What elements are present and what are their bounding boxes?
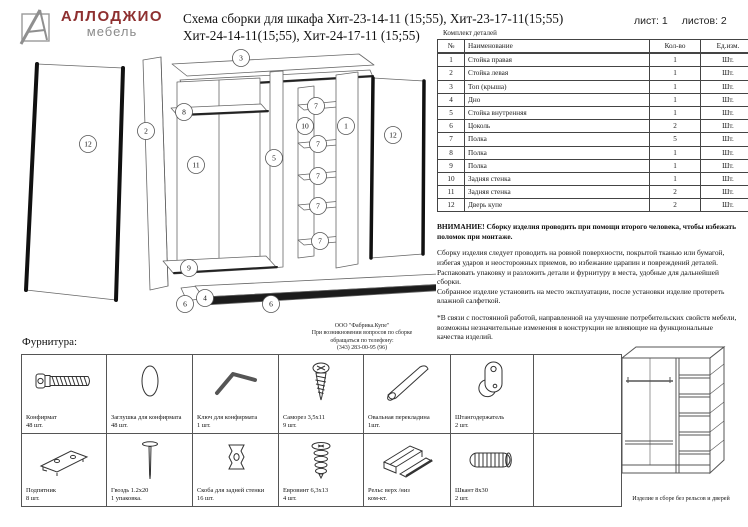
hardware-item-name: Евровинт 6,3х13 — [283, 487, 329, 494]
parts-cell: 1 — [650, 172, 701, 185]
hardware-item-name: Скоба для задней стенки — [197, 487, 265, 494]
hardware-table — [21, 354, 622, 507]
hardware-item-back-panel-bracket — [193, 434, 279, 507]
parts-row — [438, 159, 748, 172]
parts-cell: 10 — [438, 172, 465, 185]
hardware-row — [22, 355, 622, 434]
hardware-item-qty: 48 шт. — [111, 422, 128, 429]
note-line: Сборку изделия следует проводить на ровной поверхности, покрытой тканью или бумагой, избегая ударов и неосторожных приемов, во избежание царапин и повреждений деталей. — [437, 248, 725, 267]
callout-9: 9 — [187, 263, 191, 273]
hardware-item-name: Шкант 8х30 — [455, 487, 488, 494]
parts-cell: 5 — [650, 133, 701, 146]
callout-6: 6 — [183, 299, 187, 309]
warning-note: ВНИМАНИЕ! Сборку изделия проводить при помощи второго человека, чтобы избежать поломок при монтаже. — [437, 222, 737, 241]
hardware-item-name: Заглушка для конфирмата — [111, 414, 182, 421]
back-panel-bracket-icon — [193, 436, 278, 484]
callout-4: 4 — [203, 293, 207, 303]
manufacturer-name: ООО "Фабрика.Купе" — [334, 323, 390, 329]
callout-5: 5 — [272, 153, 276, 163]
callout-12: 12 — [389, 130, 397, 140]
parts-cell: Шт. — [701, 133, 748, 146]
euro-screw-icon — [279, 436, 363, 484]
parts-header-row — [438, 40, 748, 54]
self-tapping-screw-icon — [279, 357, 363, 405]
parts-cell: 11 — [438, 186, 465, 199]
hardware-item-oval-rail — [364, 355, 451, 434]
callout-2: 2 — [144, 126, 148, 136]
cap-icon — [107, 357, 192, 405]
brand-name: АЛЛОДЖИО — [60, 8, 164, 25]
hardware-item-name: Гвоздь 1.2х20 — [111, 487, 149, 494]
hardware-item-qty: 2 шт. — [455, 422, 469, 429]
parts-cell: Топ (крыша) — [465, 80, 650, 93]
parts-cell: 1 — [650, 159, 701, 172]
sheet-info — [634, 15, 744, 27]
parts-cell: 6 — [438, 120, 465, 133]
parts-row — [438, 53, 748, 67]
dowel-icon — [451, 436, 533, 484]
parts-cell: Дно — [465, 93, 650, 106]
col-unit: Ед.изм. — [701, 40, 748, 54]
parts-row — [438, 120, 748, 133]
callout-1: 1 — [344, 121, 348, 131]
hardware-caption: Фурнитура: — [22, 336, 78, 348]
parts-cell: 1 — [438, 53, 465, 67]
hardware-item-self-tapping-screw — [279, 355, 364, 434]
parts-row — [438, 67, 748, 80]
parts-cell: Шт. — [701, 67, 748, 80]
parts-cell: 5 — [438, 106, 465, 119]
col-qty: Кол-во — [650, 40, 701, 54]
title-line1: Схема сборки для шкафа Хит-23-14-11 (15;55), Хит-23-17-11(15;55) — [183, 11, 564, 26]
parts-cell: 1 — [650, 67, 701, 80]
hardware-empty-cell — [534, 355, 622, 434]
col-number: № — [438, 40, 465, 54]
parts-cell: Задняя стенка — [465, 186, 650, 199]
hardware-item-qty: 9 шт. — [283, 422, 297, 429]
assembled-product — [616, 341, 746, 502]
parts-cell: Задняя стенка — [465, 172, 650, 185]
hardware-item-name: Овальная перекладина — [368, 414, 430, 421]
callout-7: 7 — [316, 171, 320, 181]
hardware-item-rod-holder — [451, 355, 534, 434]
sheets-total: листов: 2 — [681, 15, 727, 27]
assembled-wardrobe-drawing — [616, 341, 742, 489]
parts-row — [438, 186, 748, 199]
callout-12: 12 — [84, 139, 92, 149]
parts-cell: 2 — [650, 186, 701, 199]
parts-cell: Шт. — [701, 146, 748, 159]
parts-cell: 8 — [438, 146, 465, 159]
parts-cell: Стойка внутренняя — [465, 106, 650, 119]
foot-plate-icon — [22, 436, 106, 484]
parts-cell: Шт. — [701, 199, 748, 212]
oval-rail-icon — [364, 357, 450, 405]
parts-cell: 1 — [650, 106, 701, 119]
parts-cell: 3 — [438, 80, 465, 93]
manufacturer-note — [285, 323, 439, 353]
callout-3: 3 — [239, 53, 243, 63]
parts-cell: 1 — [650, 146, 701, 159]
parts-cell: 1 — [650, 80, 701, 93]
confirmat-screw-icon — [22, 357, 106, 405]
parts-row — [438, 133, 748, 146]
parts-cell: 1 — [650, 93, 701, 106]
hardware-item-qty: 2 шт. — [455, 495, 469, 502]
hardware-item-qty: 1 шт. — [197, 422, 211, 429]
callout-11: 11 — [192, 160, 200, 170]
parts-row — [438, 199, 748, 212]
hardware-empty-cell — [534, 434, 622, 507]
parts-cell: Шт. — [701, 106, 748, 119]
parts-cell: Дверь купе — [465, 199, 650, 212]
parts-row — [438, 80, 748, 93]
hardware-item-door-rail — [364, 434, 451, 507]
hardware-item-name: Саморез 3,5х11 — [283, 414, 325, 421]
parts-table — [437, 39, 748, 212]
hardware-item-dowel — [451, 434, 534, 507]
parts-cell: Цоколь — [465, 120, 650, 133]
callout-10: 10 — [301, 121, 309, 131]
parts-cell: Шт. — [701, 120, 748, 133]
door-rail-icon — [364, 436, 450, 484]
brand-block — [56, 9, 168, 39]
callout-6: 6 — [269, 299, 273, 309]
hardware-item-name: Подпятник — [26, 487, 56, 494]
hardware-item-name: Ключ для конфирмата — [197, 414, 258, 421]
sheet-number: лист: 1 — [634, 15, 668, 27]
parts-cell: Стойка левая — [465, 67, 650, 80]
assembled-caption: Изделие в сборе без рельсов и дверей — [632, 496, 730, 502]
parts-cell: Шт. — [701, 80, 748, 93]
exploded-view-diagram — [14, 46, 436, 340]
parts-cell: Шт. — [701, 172, 748, 185]
parts-row — [438, 106, 748, 119]
hardware-item-qty: 8 шт. — [26, 495, 40, 502]
hardware-item-cap — [107, 355, 193, 434]
assembly-notes — [437, 222, 741, 349]
callout-7: 7 — [314, 101, 318, 111]
nail-icon — [107, 436, 192, 484]
callout-7: 7 — [318, 236, 322, 246]
title-line2: Хит-24-14-11(15;55), Хит-24-17-11 (15;55) — [183, 27, 420, 43]
parts-cell: Шт. — [701, 93, 748, 106]
note-line: Собранное изделие установить на место эксплуатации, после установки изделие протереть влажной салфеткой. — [437, 286, 725, 306]
manufacturer-line: обращаться по телефону: — [330, 337, 394, 344]
hardware-item-hex-key — [193, 355, 279, 434]
assembly-note — [437, 248, 741, 306]
hardware-item-qty: 1шт. — [368, 422, 381, 429]
rod-holder-icon — [451, 357, 533, 405]
hardware-item-confirmat — [22, 355, 107, 434]
parts-table-caption: Комплект деталей — [443, 29, 497, 37]
parts-cell: Шт. — [701, 159, 748, 172]
brand-subtitle: мебель — [86, 23, 138, 39]
parts-row — [438, 146, 748, 159]
hardware-item-name: Конфирмат — [26, 414, 57, 421]
hardware-item-qty: ком-кт. — [368, 495, 387, 502]
hardware-item-qty: 48 шт. — [26, 422, 43, 429]
hardware-row — [22, 434, 622, 507]
note-line: Распаковать упаковку и разложить детали и фурнитуру в места, удобные для дальнейшей сборки. — [437, 267, 719, 287]
parts-cell: 2 — [650, 199, 701, 212]
brand-logo-icon — [19, 7, 55, 45]
parts-cell: Полка — [465, 146, 650, 159]
hardware-item-name: Рельс верх /низ — [368, 487, 410, 494]
parts-cell: 12 — [438, 199, 465, 212]
parts-cell: 1 — [650, 53, 701, 67]
hardware-item-qty: 4 шт. — [283, 495, 297, 502]
disclaimer-note: *В связи с постоянной работой, направленной на улучшение потребительских свойств мебели, возможны незначительные изменения в конструкции не влияющие на функциональные качества изделий. — [437, 313, 737, 342]
parts-cell: Полка — [465, 159, 650, 172]
manufacturer-phone: (343) 283-00-95 (96) — [336, 345, 388, 352]
hex-key-icon — [193, 357, 278, 405]
hardware-item-qty: 16 шт. — [197, 495, 214, 502]
parts-cell: 2 — [438, 67, 465, 80]
parts-row — [438, 172, 748, 185]
parts-cell: Шт. — [701, 186, 748, 199]
parts-table-body — [438, 53, 748, 212]
hardware-item-foot-plate — [22, 434, 107, 507]
parts-cell: 7 — [438, 133, 465, 146]
parts-cell: 2 — [650, 120, 701, 133]
parts-cell: Стойка правая — [465, 53, 650, 67]
callout-7: 7 — [316, 139, 320, 149]
parts-cell: 4 — [438, 93, 465, 106]
hardware-item-qty: 1 упаковка. — [111, 495, 142, 502]
hardware-item-nail — [107, 434, 193, 507]
parts-cell: Шт. — [701, 53, 748, 67]
manufacturer-line: При возникновении вопросов по сборке — [311, 330, 413, 337]
callout-7: 7 — [316, 201, 320, 211]
callout-8: 8 — [182, 107, 186, 117]
parts-cell: 9 — [438, 159, 465, 172]
hardware-item-name: Штангодержатель — [455, 414, 505, 421]
parts-cell: Полка — [465, 133, 650, 146]
col-name: Наименование — [465, 40, 650, 54]
parts-row — [438, 93, 748, 106]
hardware-item-euro-screw — [279, 434, 364, 507]
